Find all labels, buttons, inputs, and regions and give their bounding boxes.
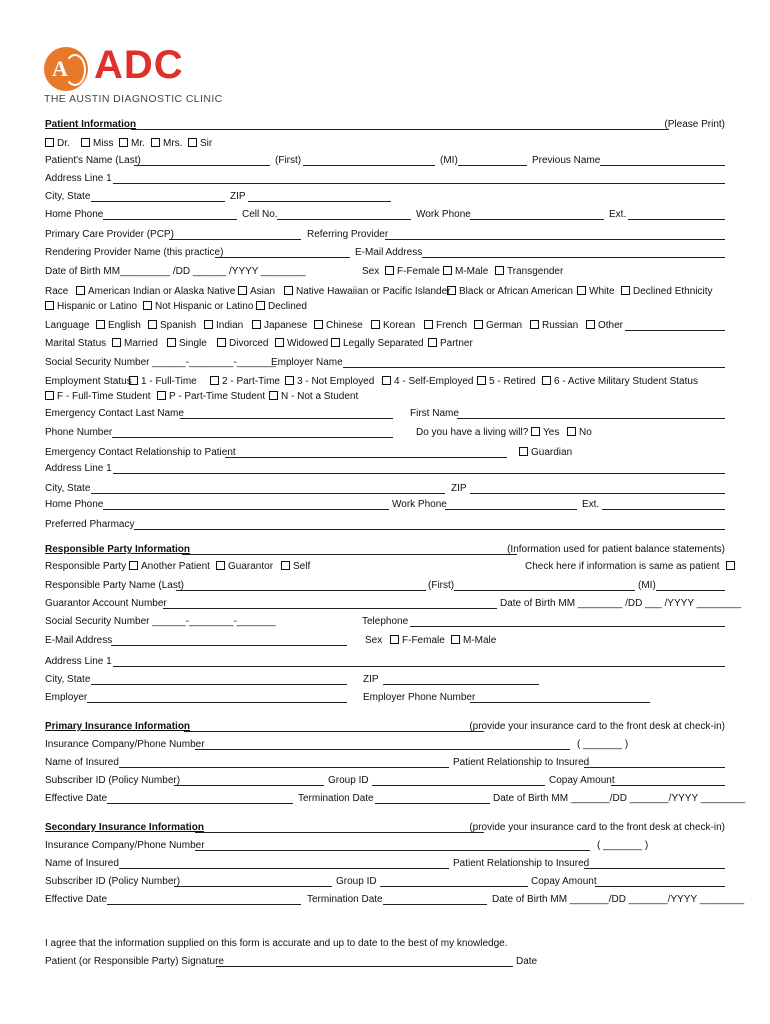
title-mrs[interactable]: Mrs. — [151, 137, 182, 151]
resp-city-field[interactable] — [91, 673, 347, 685]
resp-telephone-field[interactable] — [410, 615, 725, 627]
secondary-dob-field[interactable]: Date of Birth MM _______/DD _______/YYYY ________ — [492, 894, 745, 905]
patient-info-header: Patient Information — [45, 119, 137, 130]
secondary-company-phone-field[interactable]: ( _______ ) — [597, 840, 649, 851]
logo-subtitle: THE AUSTIN DIAGNOSTIC CLINIC — [44, 93, 223, 105]
lang-other[interactable]: Other — [586, 319, 623, 333]
lang-chinese[interactable]: Chinese — [314, 319, 363, 333]
marital-single[interactable]: Single — [167, 337, 207, 351]
secondary-effective-field[interactable] — [107, 893, 301, 905]
race-native-hawaiian[interactable]: Native Hawaiian or Pacific Islander — [284, 285, 451, 299]
secondary-termination-field[interactable] — [383, 893, 487, 905]
resp-ssn-field[interactable]: Social Security Number ______-________-_______ — [45, 616, 276, 627]
agreement-statement: I agree that the information supplied on this form is accurate and up to date to the best of my knowledge. — [45, 938, 508, 949]
primary-effective-field[interactable] — [107, 792, 293, 804]
secondary-insured-name-field[interactable] — [119, 857, 449, 869]
secondary-copay-field[interactable] — [595, 875, 725, 887]
resp-first-name-field[interactable] — [454, 579, 635, 591]
resp-sex-female[interactable]: F-Female — [390, 634, 445, 648]
living-will-no[interactable]: No — [567, 426, 592, 440]
patient-city-field[interactable] — [91, 190, 225, 202]
emergency-home-phone-field[interactable] — [103, 498, 389, 510]
referring-provider-field[interactable] — [385, 228, 725, 240]
race-white[interactable]: White — [577, 285, 615, 299]
lang-russian[interactable]: Russian — [530, 319, 578, 333]
primary-relationship-field[interactable] — [584, 756, 725, 768]
primary-insured-name-field[interactable] — [119, 756, 449, 768]
patient-employer-field[interactable] — [343, 356, 725, 368]
emergency-first-name-field[interactable] — [457, 407, 725, 419]
cell-phone-field[interactable] — [277, 208, 411, 220]
patient-info-header-row — [45, 118, 725, 132]
marital-married[interactable]: Married — [112, 337, 158, 351]
lang-french[interactable]: French — [424, 319, 467, 333]
party-guarantor[interactable]: Guarantor — [216, 560, 273, 574]
ethnicity-not-hispanic[interactable]: Not Hispanic or Latino — [143, 300, 253, 314]
resp-zip-field[interactable] — [383, 673, 539, 685]
home-phone-field[interactable] — [103, 208, 237, 220]
ethnicity-declined[interactable]: Declined — [256, 300, 307, 314]
lang-japanese[interactable]: Japanese — [252, 319, 307, 333]
primary-company-field[interactable] — [195, 738, 570, 750]
party-another-patient[interactable]: Another Patient — [129, 560, 210, 574]
emp-full-time[interactable]: 1 - Full-Time — [129, 375, 197, 389]
primary-dob-field[interactable]: Date of Birth MM _______/DD _______/YYYY ________ — [493, 793, 746, 804]
emergency-zip-field[interactable] — [470, 482, 725, 494]
guarantor-account-field[interactable] — [163, 597, 497, 609]
patient-email-field[interactable] — [422, 246, 725, 258]
emergency-ext-field[interactable] — [602, 498, 725, 510]
responsible-header: Responsible Party Information — [45, 544, 191, 555]
emp-self-employed[interactable]: 4 - Self-Employed — [382, 375, 473, 389]
resp-employer-phone-field[interactable] — [470, 691, 650, 703]
ethnicity-hispanic[interactable]: Hispanic or Latino — [45, 300, 137, 314]
emp-not-student[interactable]: N - Not a Student — [269, 390, 358, 404]
lang-other-field[interactable] — [625, 319, 725, 331]
race-declined[interactable]: Declined Ethnicity — [621, 285, 712, 299]
lang-indian[interactable]: Indian — [204, 319, 243, 333]
resp-employer-field[interactable] — [87, 691, 347, 703]
race-black[interactable]: Black or African American — [447, 285, 573, 299]
primary-copay-field[interactable] — [611, 774, 725, 786]
lang-german[interactable]: German — [474, 319, 522, 333]
patient-last-name-field[interactable] — [134, 154, 270, 166]
rendering-provider-field[interactable] — [215, 246, 350, 258]
living-will-yes[interactable]: Yes — [531, 426, 559, 440]
previous-name-field[interactable] — [600, 154, 725, 166]
lang-spanish[interactable]: Spanish — [148, 319, 196, 333]
emp-pt-student[interactable]: P - Part-Time Student — [157, 390, 265, 404]
resp-sex-male[interactable]: M-Male — [451, 634, 496, 648]
secondary-relationship-field[interactable] — [584, 857, 725, 869]
emp-ft-student[interactable]: F - Full-Time Student — [45, 390, 151, 404]
patient-first-name-field[interactable] — [303, 154, 435, 166]
work-phone-field[interactable] — [470, 208, 604, 220]
secondary-subscriber-field[interactable] — [174, 875, 332, 887]
title-miss[interactable]: Miss — [81, 137, 114, 151]
lang-english[interactable]: English — [96, 319, 141, 333]
work-ext-field[interactable] — [628, 208, 725, 220]
emergency-relationship-field[interactable] — [225, 446, 507, 458]
marital-separated[interactable]: Legally Separated — [331, 337, 424, 351]
resp-mi-field[interactable] — [656, 579, 725, 591]
title-options — [45, 137, 725, 151]
emergency-phone-field[interactable] — [112, 426, 393, 438]
primary-termination-field[interactable] — [375, 792, 490, 804]
secondary-group-field[interactable] — [380, 875, 528, 887]
clinic-logo — [44, 43, 244, 107]
patient-dob-field[interactable]: Date of Birth MM_________ /DD ______ /YYYY ________ — [45, 266, 306, 277]
marital-divorced[interactable]: Divorced — [217, 337, 268, 351]
secondary-company-field[interactable] — [195, 839, 590, 851]
same-as-patient-checkbox[interactable]: Check here if information is same as patient — [525, 560, 738, 574]
title-dr[interactable]: Dr. — [45, 137, 70, 151]
patient-last-name-label: Patient's Name (Last) — [45, 155, 141, 166]
emergency-work-phone-field[interactable] — [445, 498, 577, 510]
emergency-last-name-field[interactable] — [180, 407, 393, 419]
resp-dob-field[interactable]: Date of Birth MM ________ /DD ___ /YYYY ________ — [500, 598, 742, 609]
party-self[interactable]: Self — [281, 560, 310, 574]
primary-subscriber-field[interactable] — [174, 774, 324, 786]
marital-partner[interactable]: Partner — [428, 337, 473, 351]
title-sir[interactable]: Sir — [188, 137, 212, 151]
emp-military-student[interactable]: 6 - Active Military Student Status — [542, 375, 698, 389]
lang-korean[interactable]: Korean — [371, 319, 415, 333]
patient-address-field[interactable] — [113, 172, 725, 184]
race-american-indian[interactable]: American Indian or Alaska Native — [76, 285, 235, 299]
patient-ssn-field[interactable]: Social Security Number ______-________-_______ — [45, 357, 276, 368]
logo-name: ADC — [94, 43, 184, 87]
primary-insurance-header: Primary Insurance Information — [45, 721, 191, 732]
emp-retired[interactable]: 5 - Retired — [477, 375, 536, 389]
emergency-address-field[interactable] — [113, 462, 725, 474]
signature-field[interactable] — [216, 955, 513, 967]
resp-email-field[interactable] — [111, 634, 347, 646]
secondary-insurance-header: Secondary Insurance Information — [45, 822, 204, 833]
guardian-checkbox[interactable]: Guardian — [519, 446, 572, 460]
pcp-field[interactable] — [169, 228, 301, 240]
resp-last-name-field[interactable] — [176, 579, 426, 591]
primary-group-field[interactable] — [372, 774, 545, 786]
title-mr[interactable]: Mr. — [119, 137, 145, 151]
sex-male[interactable]: M-Male — [443, 265, 488, 279]
emp-part-time[interactable]: 2 - Part-Time — [210, 375, 280, 389]
logo-mark-icon: A — [44, 47, 88, 91]
patient-mi-field[interactable] — [458, 154, 527, 166]
patient-zip-field[interactable] — [248, 190, 391, 202]
resp-address-field[interactable] — [113, 655, 725, 667]
sex-female[interactable]: F-Female — [385, 265, 440, 279]
primary-company-phone-field[interactable]: ( _______ ) — [577, 739, 629, 750]
marital-widowed[interactable]: Widowed — [275, 337, 328, 351]
race-asian[interactable]: Asian — [238, 285, 275, 299]
pharmacy-field[interactable] — [134, 518, 725, 530]
please-print-note: (Please Print) — [664, 119, 725, 130]
sex-transgender[interactable]: Transgender — [495, 265, 563, 279]
emp-not-employed[interactable]: 3 - Not Employed — [285, 375, 374, 389]
emergency-city-field[interactable] — [91, 482, 445, 494]
